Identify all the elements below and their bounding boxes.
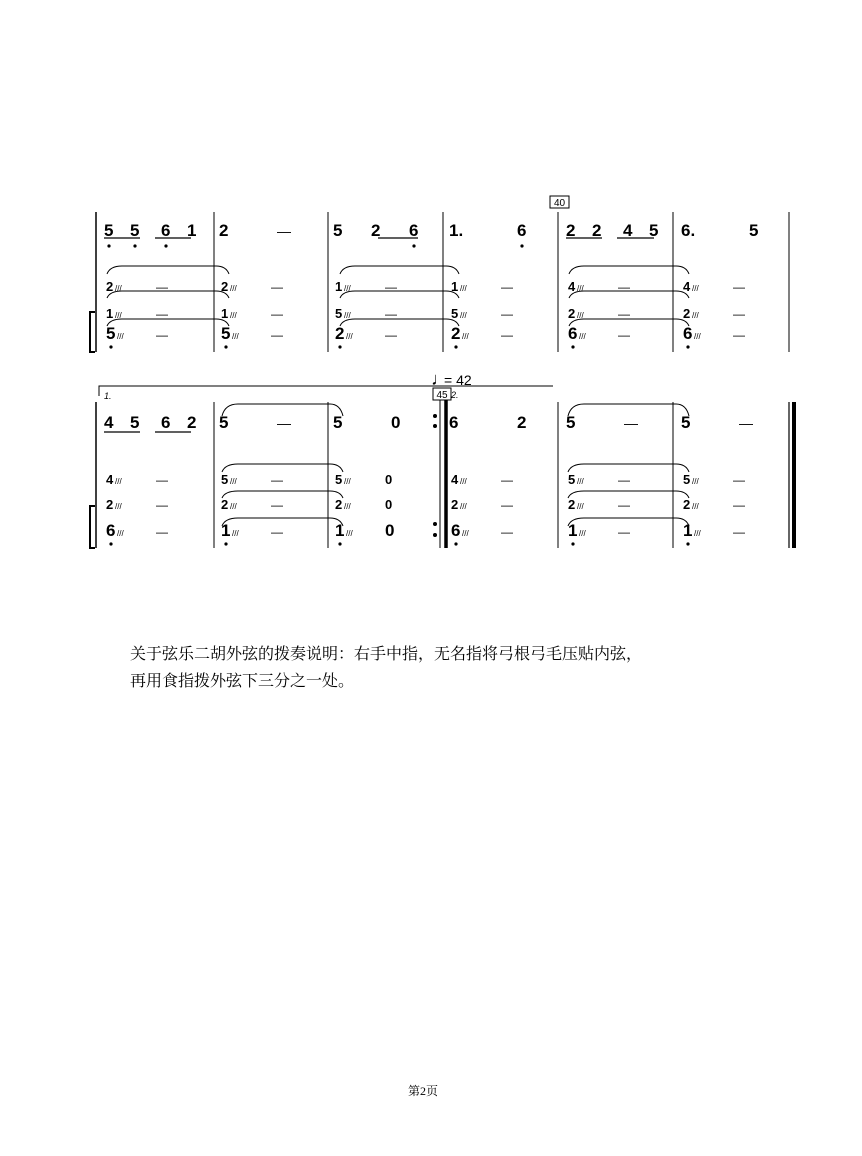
hold-dash: —: [733, 473, 745, 487]
tremolo-mark: ///: [692, 284, 699, 293]
hold-dash: —: [733, 328, 745, 342]
low-octave-dot: [164, 244, 167, 247]
hold-dash: —: [618, 498, 630, 512]
melody-note: 2: [371, 221, 381, 240]
low-octave-dot: [571, 345, 574, 348]
chord-note: 6: [568, 324, 578, 343]
hold-dash: —: [385, 328, 397, 342]
melody-note: 2: [566, 221, 576, 240]
melody-note: 5: [104, 221, 114, 240]
low-octave-dot: [520, 244, 523, 247]
chord-note: 5: [568, 472, 576, 487]
hold-dash: —: [156, 473, 168, 487]
chord-note: 1: [683, 521, 693, 540]
chord-note: 5: [221, 324, 231, 343]
chord-note: 6: [106, 521, 116, 540]
melody-note: 2: [219, 221, 229, 240]
tremolo-mark: ///: [344, 311, 351, 320]
tremolo-mark: ///: [460, 311, 467, 320]
low-octave-dot: [571, 542, 574, 545]
tremolo-mark: ///: [577, 477, 584, 486]
tremolo-mark: ///: [460, 502, 467, 511]
tremolo-mark: ///: [115, 311, 122, 320]
chord-note: 6: [683, 324, 693, 343]
hold-dash: —: [733, 498, 745, 512]
chord-note: 1: [335, 521, 345, 540]
tremolo-mark: ///: [344, 284, 351, 293]
hold-dash: —: [501, 307, 513, 321]
tremolo-mark: ///: [117, 529, 124, 538]
hold-dash: —: [501, 473, 513, 487]
chord-note: 4: [106, 472, 114, 487]
chord-note: 2: [683, 306, 691, 321]
chord-note: 1: [335, 279, 343, 294]
melody-note: 5: [749, 221, 759, 240]
chord-note: 6: [451, 521, 461, 540]
tremolo-mark: ///: [230, 502, 237, 511]
melody-note: 6.: [681, 221, 696, 240]
hold-dash: —: [618, 525, 630, 539]
low-octave-dot: [133, 244, 136, 247]
chord-note: 5: [683, 472, 691, 487]
hold-dash: —: [271, 498, 283, 512]
tremolo-mark: ///: [692, 477, 699, 486]
low-octave-dot: [224, 345, 227, 348]
melody-note: 2: [187, 413, 197, 432]
rest-zero: 0: [385, 472, 393, 487]
rehearsal-mark-40: 40: [553, 198, 566, 209]
hold-dash: —: [501, 328, 513, 342]
hold-dash: —: [618, 280, 630, 294]
low-octave-dot: [686, 345, 689, 348]
melody-note: 0: [391, 413, 401, 432]
tremolo-mark: ///: [232, 529, 239, 538]
quarter-note-icon: ♩: [431, 369, 449, 389]
melody-note: 2: [517, 413, 527, 432]
hold-dash: —: [618, 307, 630, 321]
hold-dash: —: [277, 223, 291, 239]
hold-dash: —: [156, 498, 168, 512]
hold-dash: —: [385, 280, 397, 294]
tremolo-mark: ///: [230, 477, 237, 486]
chord-note: 2: [106, 279, 114, 294]
tremolo-mark: ///: [462, 529, 469, 538]
melody-note: 1: [187, 221, 197, 240]
chord-note: 2: [568, 306, 576, 321]
melody-note: 6: [161, 221, 171, 240]
melody-note: 5: [681, 413, 691, 432]
chord-note: 5: [106, 324, 116, 343]
chord-note: 5: [335, 472, 343, 487]
tremolo-mark: ///: [694, 332, 701, 341]
chord-note: 2: [451, 324, 461, 343]
hold-dash: —: [156, 328, 168, 342]
tremolo-mark: ///: [579, 529, 586, 538]
tremolo-mark: ///: [577, 284, 584, 293]
hold-dash: —: [618, 328, 630, 342]
low-octave-dot: [454, 542, 457, 545]
melody-note: 5: [130, 221, 140, 240]
chord-note: 2: [221, 279, 229, 294]
hold-dash: —: [385, 307, 397, 321]
tremolo-mark: ///: [344, 477, 351, 486]
chord-note: 1: [106, 306, 114, 321]
chord-note: 4: [451, 472, 459, 487]
melody-note: 5: [333, 413, 343, 432]
plucking-note-line-2: 再用食指拨外弦下三分之一处。: [130, 671, 355, 690]
hold-dash: —: [624, 415, 638, 431]
tremolo-mark: ///: [579, 332, 586, 341]
low-octave-dot: [109, 542, 112, 545]
melody-note: 4: [623, 221, 633, 240]
melody-note: 6: [409, 221, 419, 240]
hold-dash: —: [733, 525, 745, 539]
melody-note: 6: [161, 413, 171, 432]
low-octave-dot: [107, 244, 110, 247]
tremolo-mark: ///: [692, 502, 699, 511]
hold-dash: —: [271, 307, 283, 321]
melody-note: 5: [130, 413, 140, 432]
volta-2-label: 2.: [451, 390, 459, 400]
chord-note: 2: [106, 497, 114, 512]
rehearsal-mark-45: 45: [436, 390, 448, 401]
chord-note: 4: [683, 279, 691, 294]
chord-note: 1: [568, 521, 578, 540]
chord-note: 1: [221, 521, 231, 540]
tremolo-mark: ///: [115, 284, 122, 293]
hold-dash: —: [733, 280, 745, 294]
hold-dash: —: [501, 525, 513, 539]
tremolo-mark: ///: [346, 332, 353, 341]
melody-note: 5: [333, 221, 343, 240]
chord-note: 5: [451, 306, 459, 321]
chord-note: 1: [451, 279, 459, 294]
tremolo-mark: ///: [230, 311, 237, 320]
tremolo-mark: ///: [117, 332, 124, 341]
plucking-note-line-1: 关于弦乐二胡外弦的拨奏说明：右手中指，无名指将弓根弓毛压贴内弦，: [130, 644, 643, 663]
low-octave-dot: [412, 244, 415, 247]
hold-dash: —: [739, 415, 753, 431]
chord-note: 2: [451, 497, 459, 512]
tremolo-mark: ///: [577, 502, 584, 511]
chord-note: 2: [335, 497, 343, 512]
tremolo-mark: ///: [346, 529, 353, 538]
hold-dash: —: [618, 473, 630, 487]
tremolo-mark: ///: [344, 502, 351, 511]
hold-dash: —: [277, 415, 291, 431]
rest-zero: 0: [385, 497, 393, 512]
tremolo-mark: ///: [115, 477, 122, 486]
melody-note: 5: [219, 413, 229, 432]
hold-dash: —: [156, 525, 168, 539]
hold-dash: —: [156, 307, 168, 321]
tremolo-mark: ///: [230, 284, 237, 293]
melody-note: 6: [517, 221, 527, 240]
tremolo-mark: ///: [460, 284, 467, 293]
chord-note: 4: [568, 279, 576, 294]
tremolo-mark: ///: [232, 332, 239, 341]
hold-dash: —: [271, 473, 283, 487]
tremolo-mark: ///: [577, 311, 584, 320]
melody-note: 2: [592, 221, 602, 240]
tempo-marking: = 42: [444, 372, 472, 388]
tremolo-mark: ///: [460, 477, 467, 486]
rest-zero: 0: [385, 521, 395, 540]
low-octave-dot: [686, 542, 689, 545]
hold-dash: —: [271, 280, 283, 294]
low-octave-dot: [454, 345, 457, 348]
page-number: 第2页: [408, 1084, 439, 1098]
melody-note: 5: [566, 413, 576, 432]
chord-note: 2: [335, 324, 345, 343]
chord-note: 2: [683, 497, 691, 512]
melody-note: 6: [449, 413, 459, 432]
low-octave-dot: [338, 542, 341, 545]
low-octave-dot: [224, 542, 227, 545]
chord-note: 5: [221, 472, 229, 487]
hold-dash: —: [156, 280, 168, 294]
chord-note: 2: [568, 497, 576, 512]
tremolo-mark: ///: [115, 502, 122, 511]
melody-note: 1.: [449, 221, 464, 240]
hold-dash: —: [271, 328, 283, 342]
hold-dash: —: [501, 498, 513, 512]
chord-note: 1: [221, 306, 229, 321]
melody-note: 5: [649, 221, 659, 240]
low-octave-dot: [338, 345, 341, 348]
volta-1-label: 1.: [104, 391, 112, 401]
melody-note: 4: [104, 413, 114, 432]
hold-dash: —: [501, 280, 513, 294]
chord-note: 2: [221, 497, 229, 512]
low-octave-dot: [109, 345, 112, 348]
tremolo-mark: ///: [694, 529, 701, 538]
chord-note: 5: [335, 306, 343, 321]
tremolo-mark: ///: [462, 332, 469, 341]
hold-dash: —: [733, 307, 745, 321]
hold-dash: —: [271, 525, 283, 539]
tremolo-mark: ///: [692, 311, 699, 320]
